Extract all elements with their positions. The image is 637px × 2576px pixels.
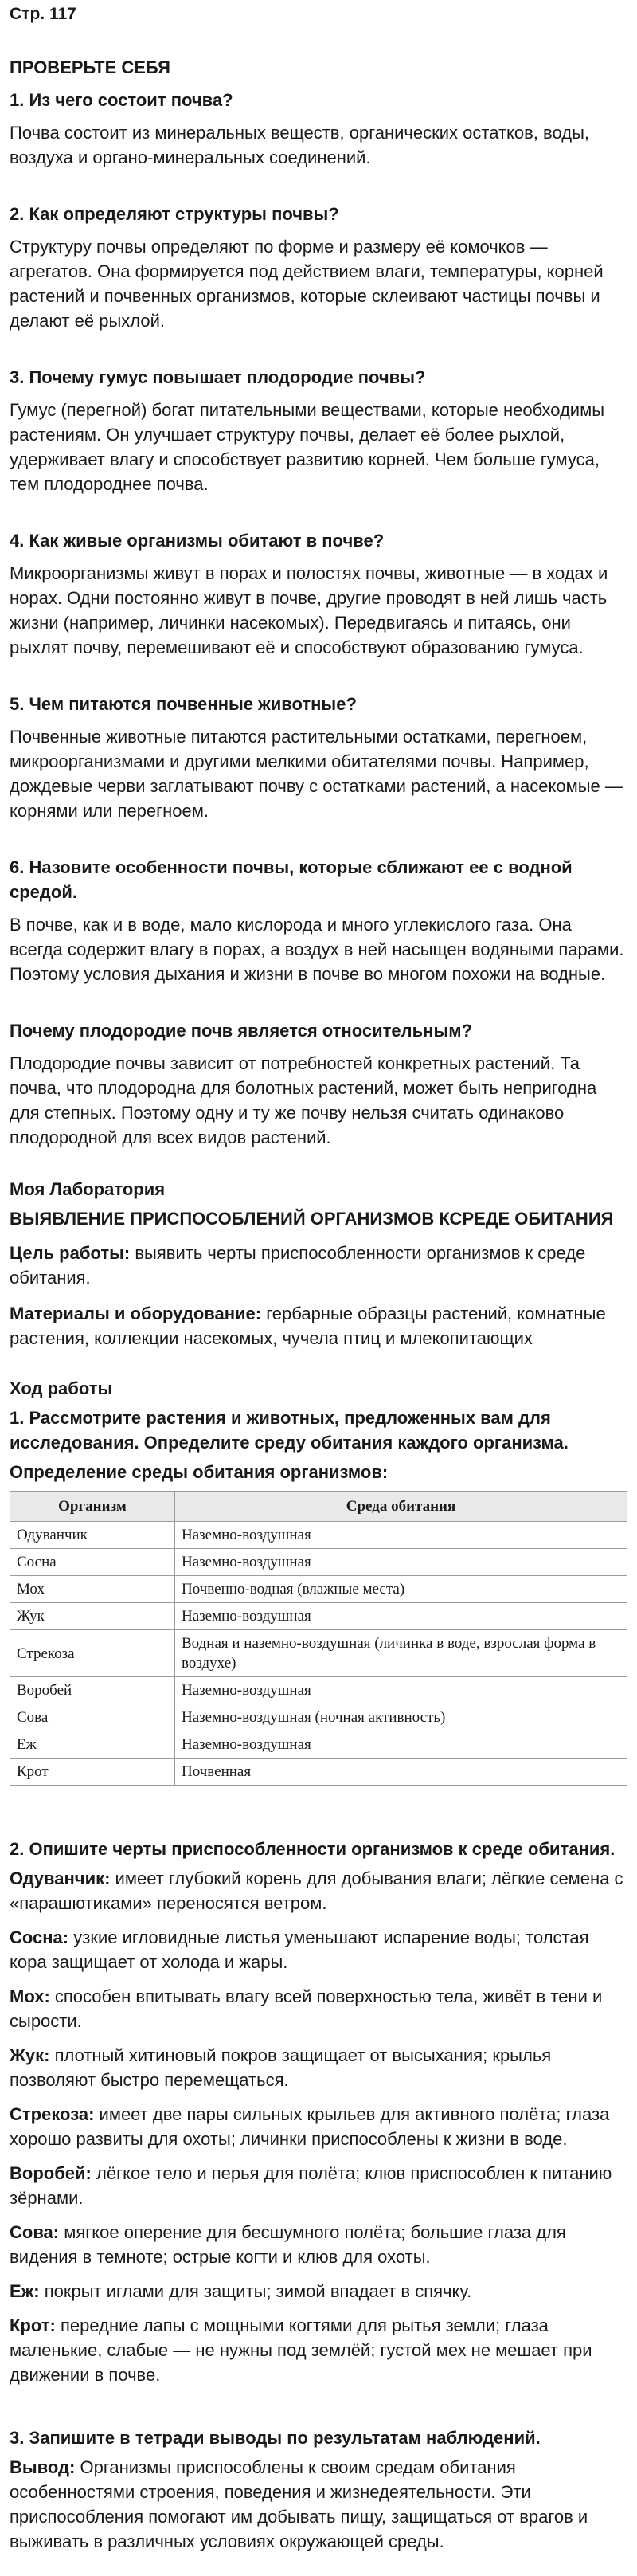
question-title: 3. Почему гумус повышает плодородие почвы? bbox=[10, 367, 426, 387]
trait-text: узкие игловидные листья уменьшают испарение воды; толстая кора защищает от холода и жары. bbox=[10, 1927, 589, 1972]
table-cell-organism: Стрекоза bbox=[10, 1630, 175, 1677]
conclusion-text: Организмы приспособлены к своим средам обитания особенностями строения, поведения и жизнедеятельности. Эти приспособления помогают им добывать пищу, защищаться от врагов и выживать в различных условиях окружающей среды. bbox=[10, 2457, 588, 2551]
trait-text: мягкое оперение для бесшумного полёта; большие глаза для видения в темноте; острые когти и клюв для охоты. bbox=[10, 2222, 566, 2267]
table-cell-organism: Крот bbox=[10, 1759, 175, 1786]
trait-item bbox=[10, 2102, 627, 2151]
lab-goal-text: выявить черты приспособленности организмов к среде обитания. bbox=[10, 1243, 586, 1288]
question-title: 4. Как живые организмы обитают в почве? bbox=[10, 531, 385, 551]
table-cell-organism: Сова bbox=[10, 1704, 175, 1731]
habitat-table bbox=[10, 1491, 627, 1786]
trait-item bbox=[10, 2279, 627, 2304]
question-block bbox=[10, 88, 627, 170]
trait-item bbox=[10, 2161, 627, 2210]
question-answer: Микроорганизмы живут в порах и полостях почвы, животные — в ходах и норах. Одни постоянно живут в почве, другие проводят в ней лишь часть жизни (например, личинки насекомых). Передвигаясь и питаясь, они рыхлят почву, перемешивают её и способствуют образованию гумуса. bbox=[10, 563, 608, 657]
trait-text: имеет две пары сильных крыльев для активного полёта; глаза хорошо развиты для охоты; личинки приспособлены к жизни в воде. bbox=[10, 2104, 610, 2149]
question-block bbox=[10, 528, 627, 660]
table-row bbox=[10, 1603, 627, 1630]
trait-name: Сосна: bbox=[10, 1927, 69, 1947]
table-row bbox=[10, 1731, 627, 1759]
conclusion-label: Вывод: bbox=[10, 2457, 76, 2477]
trait-name: Воробей: bbox=[10, 2163, 92, 2183]
lab-goal-label: Цель работы: bbox=[10, 1243, 131, 1263]
page-number: Стр. 117 bbox=[10, 5, 76, 23]
table-cell-organism: Одуванчик bbox=[10, 1522, 175, 1549]
trait-name: Жук: bbox=[10, 2045, 50, 2065]
table-cell-habitat: Наземно-воздушная bbox=[175, 1549, 627, 1576]
step-1-title: 1. Рассмотрите растения и животных, предложенных вам для исследования. Определите среду обитания каждого организма. bbox=[10, 1408, 569, 1453]
question-block bbox=[10, 365, 627, 496]
table-row bbox=[10, 1630, 627, 1677]
lab-materials-label: Материалы и оборудование: bbox=[10, 1304, 262, 1323]
question-answer: Структуру почвы определяют по форме и размеру её комочков — агрегатов. Она формируется под действием влаги, температуры, корней растений и почвенных организмов, которые склеивают частицы почвы и делают её рыхлой. bbox=[10, 237, 604, 331]
trait-item bbox=[10, 2043, 627, 2092]
trait-text: имеет глубокий корень для добывания влаги; лёгкие семена с «парашютиками» переносятся ветром. bbox=[10, 1868, 623, 1913]
table-header-organism: Организм bbox=[10, 1492, 175, 1522]
table-cell-habitat: Наземно-воздушная bbox=[175, 1731, 627, 1759]
trait-name: Сова: bbox=[10, 2222, 60, 2242]
lab-materials bbox=[10, 1301, 627, 1351]
table-title: Определение среды обитания организмов: bbox=[10, 1462, 389, 1482]
conclusion bbox=[10, 2455, 627, 2554]
question-answer: Почва состоит из минеральных веществ, органических остатков, воды, воздуха и органо-минеральных соединений. bbox=[10, 123, 589, 167]
question-block bbox=[10, 692, 627, 823]
conclusion-block bbox=[10, 2425, 627, 2554]
trait-item bbox=[10, 1984, 627, 2033]
question-title: 1. Из чего состоит почва? bbox=[10, 90, 233, 110]
question-answer: В почве, как и в воде, мало кислорода и много углекислого газа. Она всегда содержит влагу в порах, а воздух в ней насыщен водяными парами. Поэтому условия дыхания и жизни в почве во многом похожи на водные. bbox=[10, 915, 624, 984]
table-cell-organism: Жук bbox=[10, 1603, 175, 1630]
trait-item bbox=[10, 2313, 627, 2387]
trait-text: плотный хитиновый покров защищает от высыхания; крылья позволяют быстро перемещаться. bbox=[10, 2045, 552, 2090]
question-title: 2. Как определяют структуры почвы? bbox=[10, 204, 339, 224]
table-row bbox=[10, 1549, 627, 1576]
question-block bbox=[10, 855, 627, 986]
lab-materials-text: гербарные образцы растений, комнатные растения, коллекции насекомых, чучела птиц и млекопитающих bbox=[10, 1304, 606, 1348]
page bbox=[10, 0, 627, 2565]
lab-goal bbox=[10, 1241, 627, 1290]
step-2-title: 2. Опишите черты приспособленности организмов к среде обитания. bbox=[10, 1839, 616, 1859]
trait-text: покрыт иглами для защиты; зимой впадает в спячку. bbox=[39, 2281, 472, 2301]
question-block bbox=[10, 202, 627, 333]
table-cell-habitat: Наземно-воздушная bbox=[175, 1522, 627, 1549]
lab-heading: ВЫЯВЛЕНИЕ ПРИСПОСОБЛЕНИЙ ОРГАНИЗМОВ КСРЕДЕ ОБИТАНИЯ bbox=[10, 1209, 614, 1229]
check-yourself-title: ПРОВЕРЬТЕ СЕБЯ bbox=[10, 57, 170, 77]
step-3-title: 3. Запишите в тетради выводы по результатам наблюдений. bbox=[10, 2428, 541, 2448]
question-answer: Плодородие почвы зависит от потребностей конкретных растений. Та почва, что плодородна для болотных растений, может быть непригодна для степных. Поэтому одну и ту же почву нельзя считать одинаково плодородной для всех видов растений. bbox=[10, 1053, 597, 1147]
table-cell-organism: Еж bbox=[10, 1731, 175, 1759]
question-title: 6. Назовите особенности почвы, которые сближают ее с водной средой. bbox=[10, 857, 573, 902]
trait-name: Крот: bbox=[10, 2315, 56, 2335]
question-title: 5. Чем питаются почвенные животные? bbox=[10, 694, 357, 714]
table-cell-organism: Сосна bbox=[10, 1549, 175, 1576]
trait-name: Стрекоза: bbox=[10, 2104, 95, 2124]
table-cell-organism: Мох bbox=[10, 1576, 175, 1603]
table-cell-habitat: Почвенно-водная (влажные места) bbox=[175, 1576, 627, 1603]
trait-item bbox=[10, 1925, 627, 1974]
table-header-row bbox=[10, 1492, 627, 1522]
table-cell-habitat: Наземно-воздушная bbox=[175, 1603, 627, 1630]
table-row bbox=[10, 1576, 627, 1603]
trait-name: Мох: bbox=[10, 1986, 50, 2006]
table-cell-habitat: Наземно-воздушная (ночная активность) bbox=[175, 1704, 627, 1731]
trait-name: Еж: bbox=[10, 2281, 40, 2301]
question-answer: Гумус (перегной) богат питательными веществами, которые необходимы растениям. Он улучшает структуру почвы, делает её более рыхлой, удерживает влагу и способствует развитию корней. Чем больше гумуса, тем плодороднее почва. bbox=[10, 400, 605, 494]
trait-text: лёгкое тело и перья для полёта; клюв приспособлен к питанию зёрнами. bbox=[10, 2163, 612, 2208]
table-cell-organism: Воробей bbox=[10, 1677, 175, 1704]
question-title: Почему плодородие почв является относительным? bbox=[10, 1021, 472, 1041]
trait-name: Одуванчик: bbox=[10, 1868, 111, 1888]
trait-item bbox=[10, 1866, 627, 1915]
trait-text: способен впитывать влагу всей поверхностью тела, живёт в тени и сырости. bbox=[10, 1986, 603, 2031]
table-cell-habitat: Наземно-воздушная bbox=[175, 1677, 627, 1704]
table-row bbox=[10, 1704, 627, 1731]
trait-item bbox=[10, 2220, 627, 2269]
lab-label: Моя Лаборатория bbox=[10, 1179, 166, 1199]
table-header-habitat: Среда обитания bbox=[175, 1492, 627, 1522]
workflow-title: Ход работы bbox=[10, 1378, 113, 1398]
table-cell-habitat: Почвенная bbox=[175, 1759, 627, 1786]
table-row bbox=[10, 1522, 627, 1549]
question-answer: Почвенные животные питаются растительными остатками, перегноем, микроорганизмами и другими мелкими обитателями почвы. Например, дождевые черви заглатывают почву с остатками растений, а насекомые — корнями или перегноем. bbox=[10, 727, 623, 821]
table-row bbox=[10, 1759, 627, 1786]
table-row bbox=[10, 1677, 627, 1704]
trait-text: передние лапы с мощными когтями для рытья земли; глаза маленькие, слабые — не нужны под землёй; густой мех не мешает при движении в почве. bbox=[10, 2315, 592, 2385]
question-block bbox=[10, 1018, 627, 1150]
table-cell-habitat: Водная и наземно-воздушная (личинка в воде, взрослая форма в воздухе) bbox=[175, 1630, 627, 1677]
